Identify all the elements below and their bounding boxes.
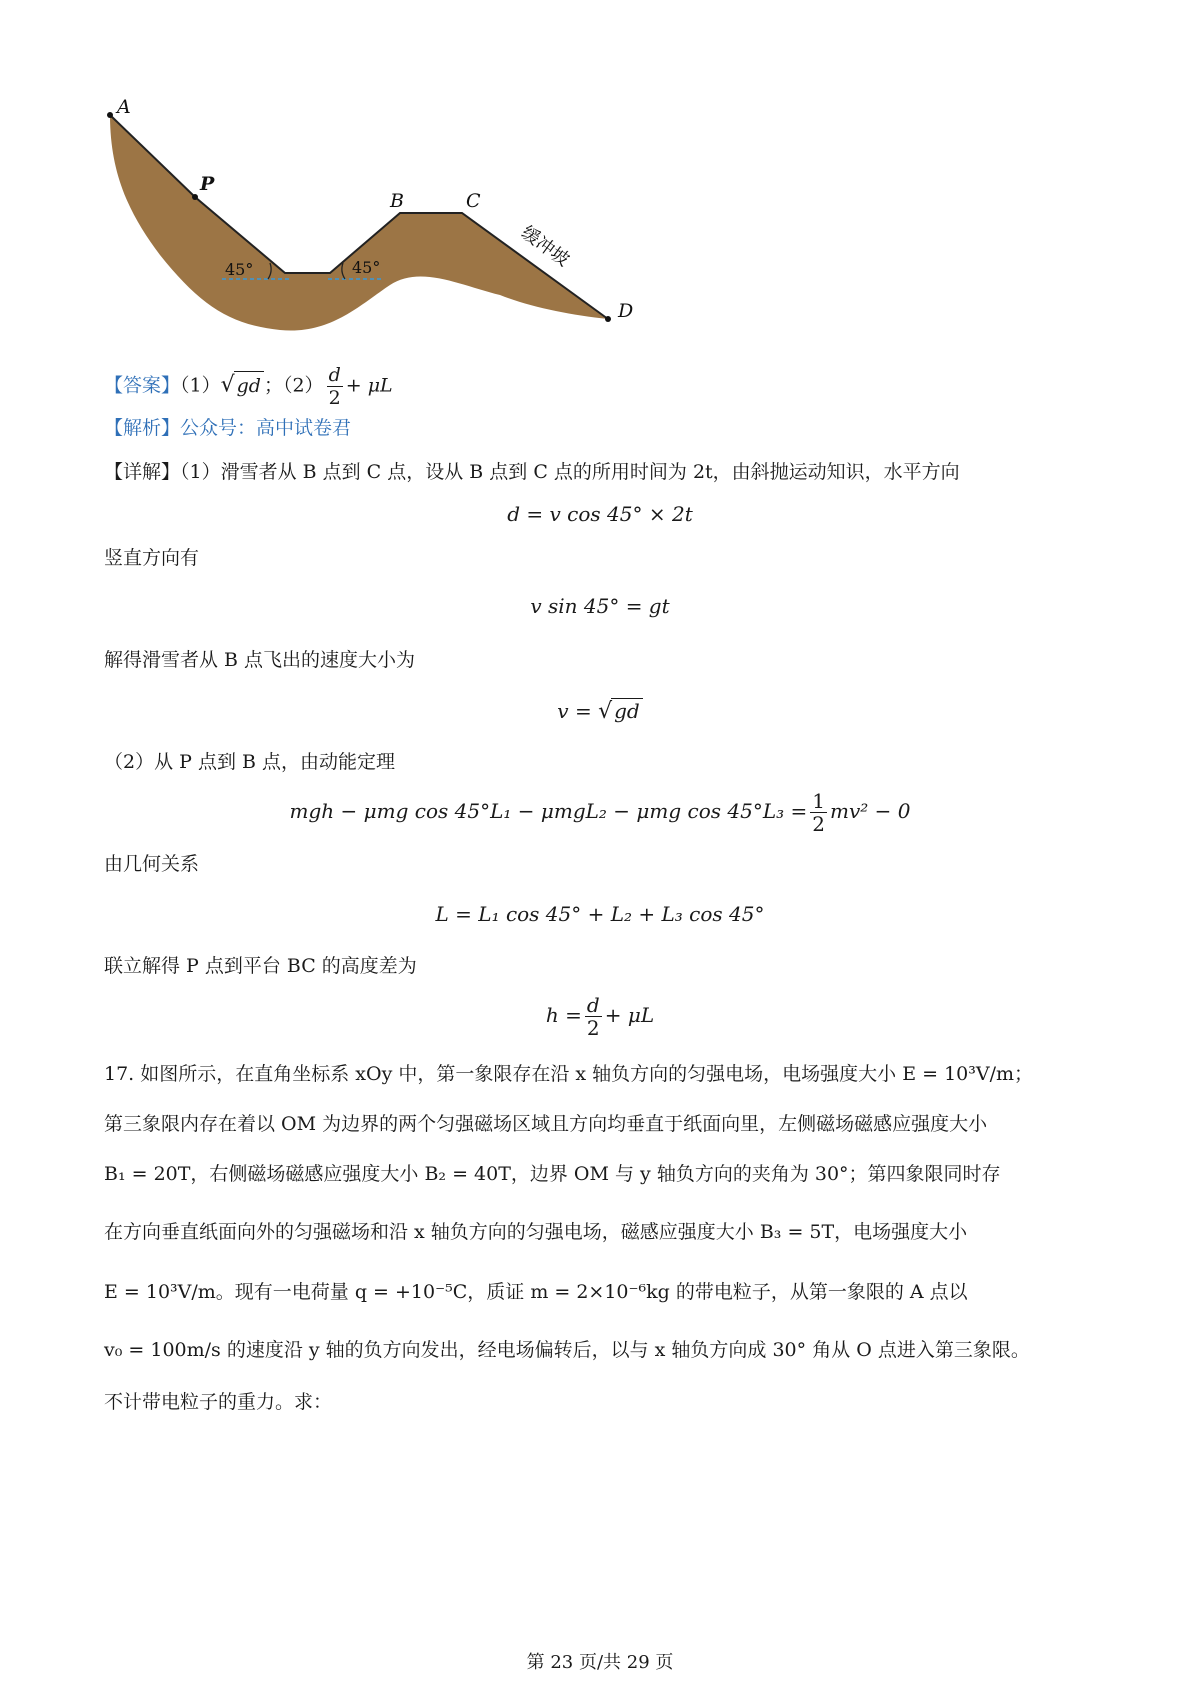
label-b: B [390, 190, 404, 212]
answer-part2-fraction: $\frac{d}{2}$ [328, 364, 341, 409]
detail-line-2: 竖直方向有 [104, 547, 200, 569]
problem17-line-6: v₀ = 100m/s 的速度沿 y 轴的负方向发出，经电场偏转后，以与 x 轴负方向成 30° 角从 O 点进入第三象限。 [104, 1339, 1030, 1361]
equation-5: L = L₁ cos 45° + L₂ + L₃ cos 45° [435, 902, 765, 926]
problem17-line-2: 第三象限内存在着以 OM 为边界的两个匀强磁场区域且方向均垂直于纸面向里，左侧磁场磁感应强度大小 [104, 1113, 988, 1135]
label-c: C [466, 190, 481, 212]
problem17-line-7: 不计带电粒子的重力。求： [104, 1391, 333, 1413]
answer-part1-value: gd [234, 371, 264, 400]
detail-line-3: 解得滑雪者从 B 点飞出的速度大小为 [104, 649, 416, 671]
equation-6: h = $\frac{d}{2}$ + μL [545, 993, 655, 1040]
point-d-dot [605, 316, 611, 322]
angle-label-right: 45° [352, 258, 381, 277]
answer-line: 【答案】（1）√ gd ；（2） $\frac{d}{2}$ + μL [104, 364, 393, 409]
page-footer: 第 23 页/共 29 页 [526, 1652, 674, 1673]
slope-label: 缓冲坡 [517, 222, 574, 271]
ski-slope-diagram [100, 95, 660, 345]
problem17-line-5: E = 10³V/m。现有一电荷量 q = +10⁻⁵C，质证 m = 2×10⁻⁶kg 的带电粒子，从第一象限的 A 点以 [104, 1281, 968, 1303]
angle-label-left: 45° [225, 260, 254, 279]
analysis-tag: 【解析】 [104, 417, 181, 439]
point-p-dot [192, 194, 198, 200]
ground-shape [110, 115, 608, 331]
point-a-dot [107, 112, 113, 118]
detail-line-4: （2）从 P 点到 B 点，由动能定理 [104, 751, 395, 773]
detail-line-1 [104, 460, 960, 484]
detail-tag: 【详解】 [104, 461, 181, 483]
detail-text-1: （1）滑雪者从 B 点到 C 点，设从 B 点到 C 点的所用时间为 2t，由斜抛运动知识，水平方向 [180, 461, 960, 483]
answer-part2-tail: + μL [345, 374, 393, 397]
problem17-line-3: B₁ = 20T，右侧磁场磁感应强度大小 B₂ = 40T，边界 OM 与 y 轴负方向的夹角为 30°；第四象限同时存 [104, 1163, 1001, 1185]
equation-1: d = v cos 45° × 2t [507, 502, 693, 526]
equation-3: v = √ gd [0, 698, 1200, 724]
label-d: D [618, 300, 634, 322]
problem17-line-1: 17. 如图所示，在直角坐标系 xOy 中，第一象限存在沿 x 轴负方向的匀强电场，电场强度大小 E = 10³V/m； [104, 1063, 1033, 1085]
equation-2: v sin 45° = gt [530, 594, 670, 618]
answer-tag: 【答案】 [104, 374, 181, 397]
equation-4: mgh − μmg cos 45°L₁ − μmgL₂ − μmg cos 45°L₃ = $\frac{1}{2}$ mv² − 0 [289, 789, 911, 836]
label-a: A [117, 96, 131, 118]
analysis-line [104, 416, 351, 440]
analysis-text: 公众号：高中试卷君 [180, 417, 352, 439]
detail-line-5: 由几何关系 [104, 853, 200, 875]
problem17-line-4: 在方向垂直纸面向外的匀强磁场和沿 x 轴负方向的匀强电场，磁感应强度大小 B₃ = 5T，电场强度大小 [104, 1221, 968, 1243]
label-p: P [200, 173, 215, 195]
answer-sep: ；（2） [263, 374, 324, 397]
answer-part1-label: （1） [180, 374, 221, 397]
detail-line-6: 联立解得 P 点到平台 BC 的高度差为 [104, 955, 417, 977]
